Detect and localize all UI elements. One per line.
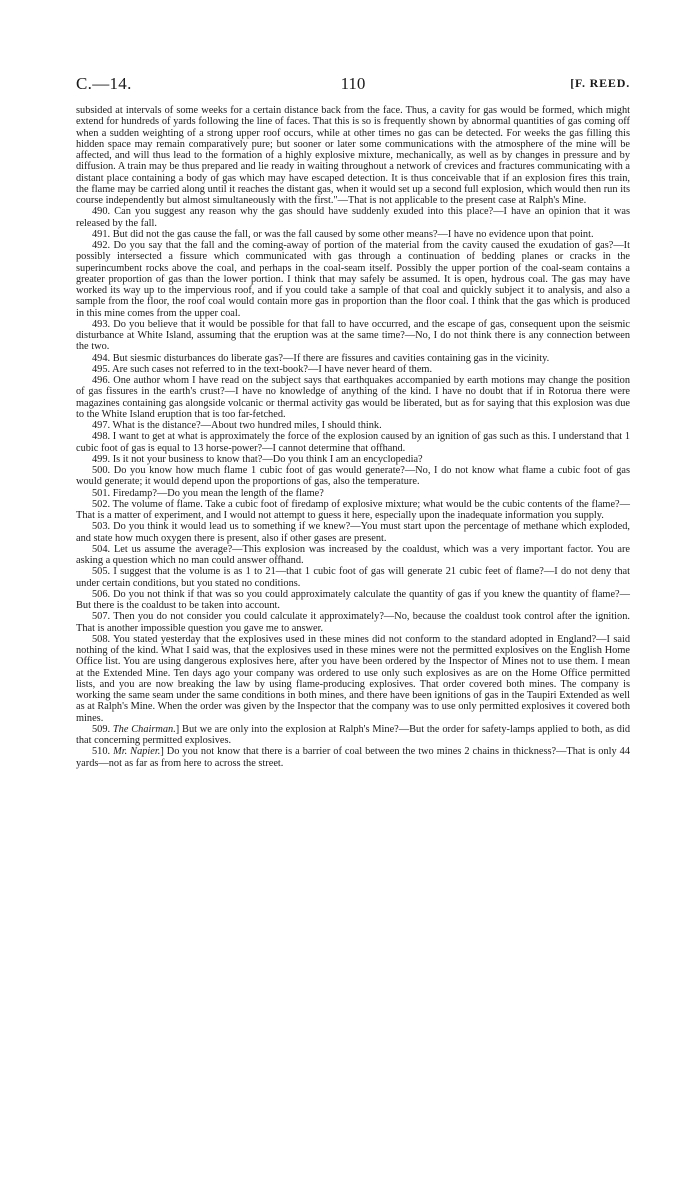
question-502: 502. The volume of flame. Take a cubic foot of firedamp of explosive mixture; what would be the cubic contents of the flame?—That is a matter of experiment, and I would not attempt to guess it here, especially upon the inadequate information you supply. — [76, 498, 630, 521]
question-495: 495. Are such cases not referred to in the text-book?—I have never heard of them. — [92, 363, 433, 375]
testimony-body — [76, 105, 630, 769]
question-509 — [76, 724, 630, 747]
question-496: 496. One author whom I have read on the subject says that earthquakes accompanied by earth motions may change the position of gas fissures in the earth's crust?—I have no knowledge of anything of the kind. I have no doubt that if in Rotorua there were magazines containing gas alongside volcanic or thermal activity gas would be liberated, but as for saying that this explosion was due to the White Island eruption that is too far-fetched. — [76, 375, 630, 420]
question-text: ] But we are only into the explosion at Ralph's Mine?—But the order for safety-lamps applied to both, as did that concerning permitted explosives. — [76, 723, 631, 746]
question-504: 504. Let us assume the average?—This explosion was increased by the coaldust, which was a very important factor. You are asking a question which no man could answer offhand. — [76, 543, 630, 566]
question-498: 498. I want to get at what is approximately the force of the explosion caused by an ignition of gas such as this. I understand that 1 cubic foot of gas is equal to 13 horse-power?—I cannot determine that offhand. — [76, 431, 630, 454]
question-506: 506. Do you not think if that was so you could approximately calculate the quantity of gas if you knew the quantity of flame?—But there is the coaldust to be taken into account. — [76, 588, 630, 611]
question-text: ] Do you not know that there is a barrier of coal between the two mines 2 chains in thickness?—That is only 44 yards—not as far as from here to across the street. — [76, 746, 630, 769]
question-510 — [76, 746, 630, 769]
question-494: 494. But siesmic disturbances do liberate gas?—If there are fissures and cavities containing gas in the vicinity. — [92, 352, 550, 364]
question-492: 492. Do you say that the fall and the coming-away of portion of the material from the cavity caused the exudation of gas?—It possibly intersected a fissure which communicated with gas through a continuation of bedding planes or cracks in the superincumbent rocks above the coal, and perhaps in the coal-seam itself. Possibly the upper portion of the coal-seam contains a greater proportion of gas than the lower portion. I think that may safely be assumed. It is open, hydrous coal. The gas may have worked its way up to the impervious roof, and if you could take a sample of that coal and quickly subject it to analysis, and also a sample from the floor, the roof coal would contain more gas in proportion than the floor coal. I think that the gas which is produced in this mine comes from the upper coal. — [76, 240, 630, 319]
paragraph-continuation: subsided at intervals of some weeks for a certain distance back from the face. Thus, a cavity for gas would be formed, which might extend for hundreds of yards following the line of faces. That this is so is frequently shown by abnormal quantities of gas coming off when a sudden weighting of a strong upper roof occurs, while at other times no gas can be detected. For weeks the gas filling this hidden space may remain comparatively pure; but sooner or later some communications with the atmosphere of the mine will be affected, and will thus lead to the formation of a highly explosive mixture, mechanically, as well as by changes in pressure and by diffusion. A train may be thus prepared and lie ready in waiting throughout a network of crevices and fractures communicating with a distant place containing a body of gas which may have escaped detection. It is thus conceivable that if an explosion fires this train, the flame may be carried along until it reaches the distant gas, when it would set up a second full explosion, which would then run its course independently but almost simultaneously with the first."—That is not applicable to the present case at Ralph's Mine. — [76, 105, 630, 206]
question-507: 507. Then you do not consider you could calculate it approximately?—No, because the coaldust took control after the ignition. That is another impossible question you gave me to answer. — [76, 611, 630, 634]
document-reference: C.—14. — [76, 74, 132, 93]
question-500: 500. Do you know how much flame 1 cubic foot of gas would generate?—No, I do not know what flame a cubic foot of gas would generate; it would depend upon the proportions of gas, also the temperature. — [76, 465, 630, 488]
question-497: 497. What is the distance?—About two hundred miles, I should think. — [92, 420, 382, 431]
question-491: 491. But did not the gas cause the fall, or was the fall caused by some other means?—I have no evidence upon that point. — [92, 228, 594, 240]
question-number: 509. — [92, 723, 113, 735]
question-499: 499. Is it not your business to know that?—Do you think I am an encyclopedia? — [92, 453, 423, 465]
question-490: 490. Can you suggest any reason why the gas should have suddenly exuded into this place?—I have an opinion that it was released by the fall. — [76, 206, 630, 229]
question-508: 508. You stated yesterday that the explosives used in these mines did not conform to the standard adopted in England?—I said nothing of the kind. What I said was, that the explosives used in these mines were not the permitted explosives on the English Home Office list. You are using dangerous explosives here, after you have been ordered by the Inspector of Mines not to use them. I mean at the Extended Mine. Ten days ago your company was ordered to use only such explosives as are on the Home Office permitted lists, and you are now breaking the law by using flame-producing explosives. That order covered both mines. The company is working the same seam under the same conditions in both mines, and there have been ignitions of gas in the Taupiri Extended as well as at Ralph's Mine. When the order was given by the Inspector that the company was to use only permitted explosives it covered both mines. — [76, 633, 630, 724]
page-header — [76, 74, 630, 96]
question-493: 493. Do you believe that it would be possible for that fall to have occurred, and the escape of gas, consequent upon the seismic disturbance at White Island, assuming that the eruption was at the same time?—No, I do not think there is any connection between the two. — [76, 318, 630, 353]
page-number: 110 — [340, 74, 366, 93]
question-503: 503. Do you think it would lead us to something if we knew?—You must start upon the percentage of methane which exploded, and state how much oxygen there is present, also if other gases are present. — [76, 521, 630, 544]
question-505: 505. I suggest that the volume is as 1 to 21—that 1 cubic foot of gas will generate 21 cubic feet of flame?—I do not deny that under certain conditions, but you stated no conditions. — [76, 566, 630, 589]
witness-name: [F. REED. — [570, 76, 630, 90]
question-number: 510. — [92, 746, 114, 758]
speaker-name: The Chairman. — [112, 723, 176, 735]
speaker-name: Mr. Napier. — [113, 746, 161, 758]
question-501: 501. Firedamp?—Do you mean the length of the flame? — [92, 487, 324, 499]
